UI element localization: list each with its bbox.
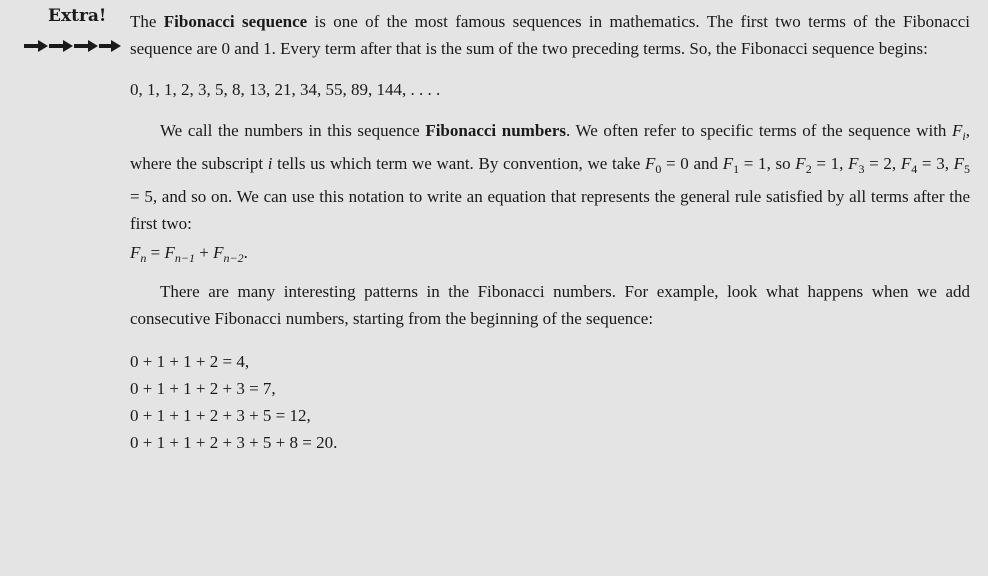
sum-line: 0 + 1 + 1 + 2 + 3 = 7, xyxy=(130,379,276,398)
intro-paragraph: The Fibonacci sequence is one of the most famous sequences in mathematics. The first two terms of the Fibonacci sequence are 0 and 1. Every term after that is the sum of the two preceding terms. So, the Fibonacci sequence begins: xyxy=(130,12,970,58)
sum-line: 0 + 1 + 1 + 2 + 3 + 5 + 8 = 20. xyxy=(130,433,338,452)
extra-content xyxy=(130,8,970,456)
fibonacci-sequence: 0, 1, 1, 2, 3, 5, 8, 13, 21, 34, 55, 89, 144, . . . . xyxy=(130,80,441,99)
sum-line: 0 + 1 + 1 + 2 + 3 + 5 = 12, xyxy=(130,406,311,425)
recurrence-equation: $F_n = F_{n-1} + F_{n-2}$. xyxy=(130,243,248,265)
sums-list xyxy=(130,348,970,456)
arrows-icon xyxy=(24,40,122,52)
extra-label: Extra! xyxy=(48,6,107,26)
notation-paragraph: We call the numbers in this sequence Fibonacci numbers. We often refer to specific terms of the sequence with $F_i$, where the subscript i tells us which term we want. By convention, we take $F_0 = 0$ and $F_1 = 1$, so $F_2 = 1$, $F_3 = 2$, $F_4 = 3$, $F_5 = 5$, and so on. We can use this notation to write an equation that represents the general rule satisfied by all terms after the first two: xyxy=(130,121,971,233)
sum-line: 0 + 1 + 1 + 2 = 4, xyxy=(130,352,250,371)
patterns-paragraph: There are many interesting patterns in the Fibonacci numbers. For example, look what happens when we add consecutive Fibonacci numbers, starting from the beginning of the sequence: xyxy=(130,282,970,328)
